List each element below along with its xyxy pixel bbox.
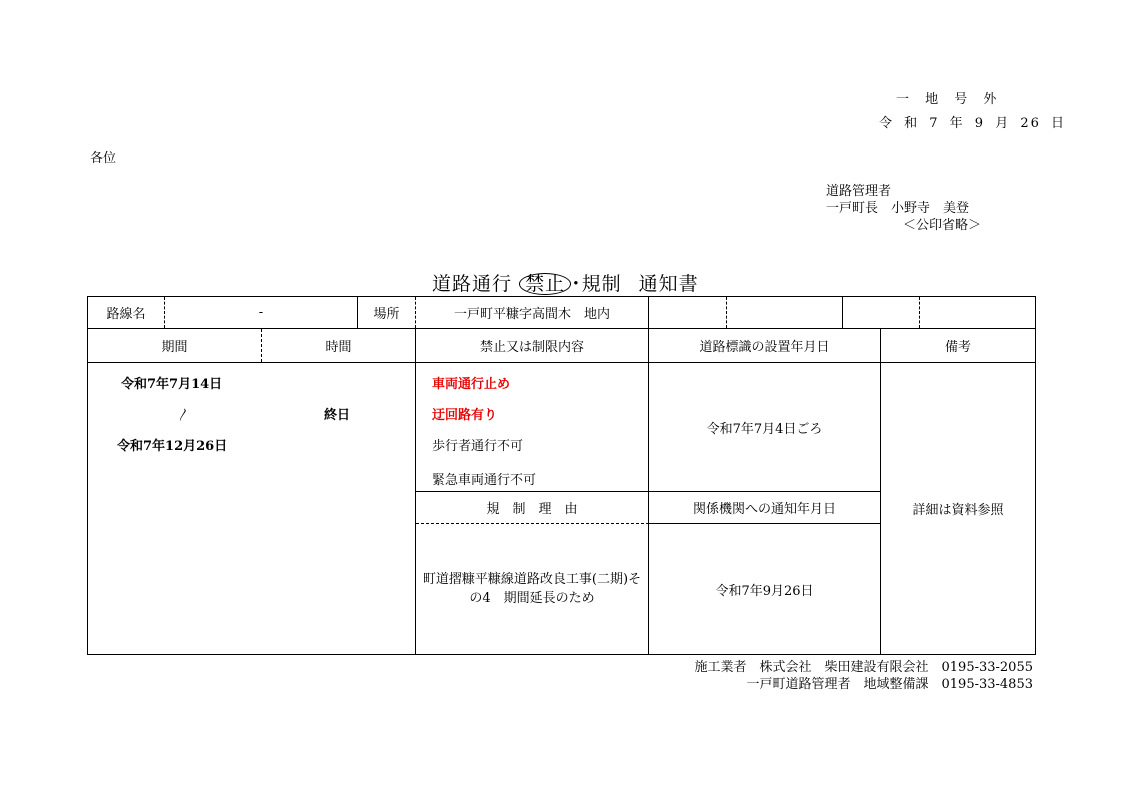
place-value: 一戸町平糠字高間木 地内 xyxy=(453,307,610,322)
reason-label: 規 制 理 由 xyxy=(486,502,578,517)
title-middle: ･規制 xyxy=(571,273,622,295)
page-title xyxy=(432,269,699,296)
document-number: 一 地 号 外 xyxy=(896,92,1003,107)
title-prefix: 道路通行 xyxy=(432,273,513,295)
seal-note: ＜公印省略＞ xyxy=(903,218,982,233)
place-label: 場所 xyxy=(373,307,400,322)
document-date: 令 和 7 年 9 月 26 日 xyxy=(879,116,1067,131)
content-item-pedestrian: 歩行者通行不可 xyxy=(432,439,524,454)
remarks-value: 詳細は資料参照 xyxy=(912,503,1004,518)
title-circled-prohibition: 禁止 xyxy=(519,273,571,295)
column-header-sign-date: 道路標識の設置年月日 xyxy=(699,340,830,355)
column-header-remarks: 備考 xyxy=(944,340,971,355)
table-border-right xyxy=(1035,296,1036,655)
period-end: 令和7年12月26日 xyxy=(117,439,228,454)
column-header-period: 期間 xyxy=(161,340,188,355)
notify-date-value: 令和7年9月26日 xyxy=(715,583,814,599)
notify-label: 関係機関への通知年月日 xyxy=(692,502,836,517)
col-divider-r1d xyxy=(648,297,649,328)
addressee: 各位 xyxy=(90,151,117,166)
reason-value: 町道摺糠平糠線道路改良工事(二期)その4 期間延長のため xyxy=(422,572,642,606)
time-value: 終日 xyxy=(324,408,351,423)
content-item-emergency: 緊急車両通行不可 xyxy=(432,473,537,488)
route-value: - xyxy=(258,305,264,320)
period-tilde: 〳 xyxy=(177,408,191,423)
col-divider-r1e xyxy=(726,297,727,328)
sign-date-value: 令和7年7月4日ごろ xyxy=(706,421,823,437)
column-header-content: 禁止又は制限内容 xyxy=(479,340,584,355)
title-suffix: 通知書 xyxy=(638,273,699,295)
contractor-line: 施工業者 株式会社 柴田建設有限会社 0195-33-2055 xyxy=(694,660,1033,675)
col-divider-r1g xyxy=(919,297,920,328)
column-header-time: 時間 xyxy=(325,340,352,355)
content-item-detour: 迂回路有り xyxy=(432,408,498,423)
table-border-bottom xyxy=(87,654,1036,655)
route-label: 路線名 xyxy=(106,307,146,322)
manager-line: 一戸町道路管理者 地域整備課 0195-33-4853 xyxy=(746,677,1033,692)
issuer-name: 一戸町長 小野寺 美登 xyxy=(826,201,970,216)
period-start: 令和7年7月14日 xyxy=(121,377,223,392)
col-divider-r1f xyxy=(842,297,843,328)
content-item-vehicle-closure: 車両通行止め xyxy=(432,377,511,392)
issuer-title: 道路管理者 xyxy=(826,184,892,199)
